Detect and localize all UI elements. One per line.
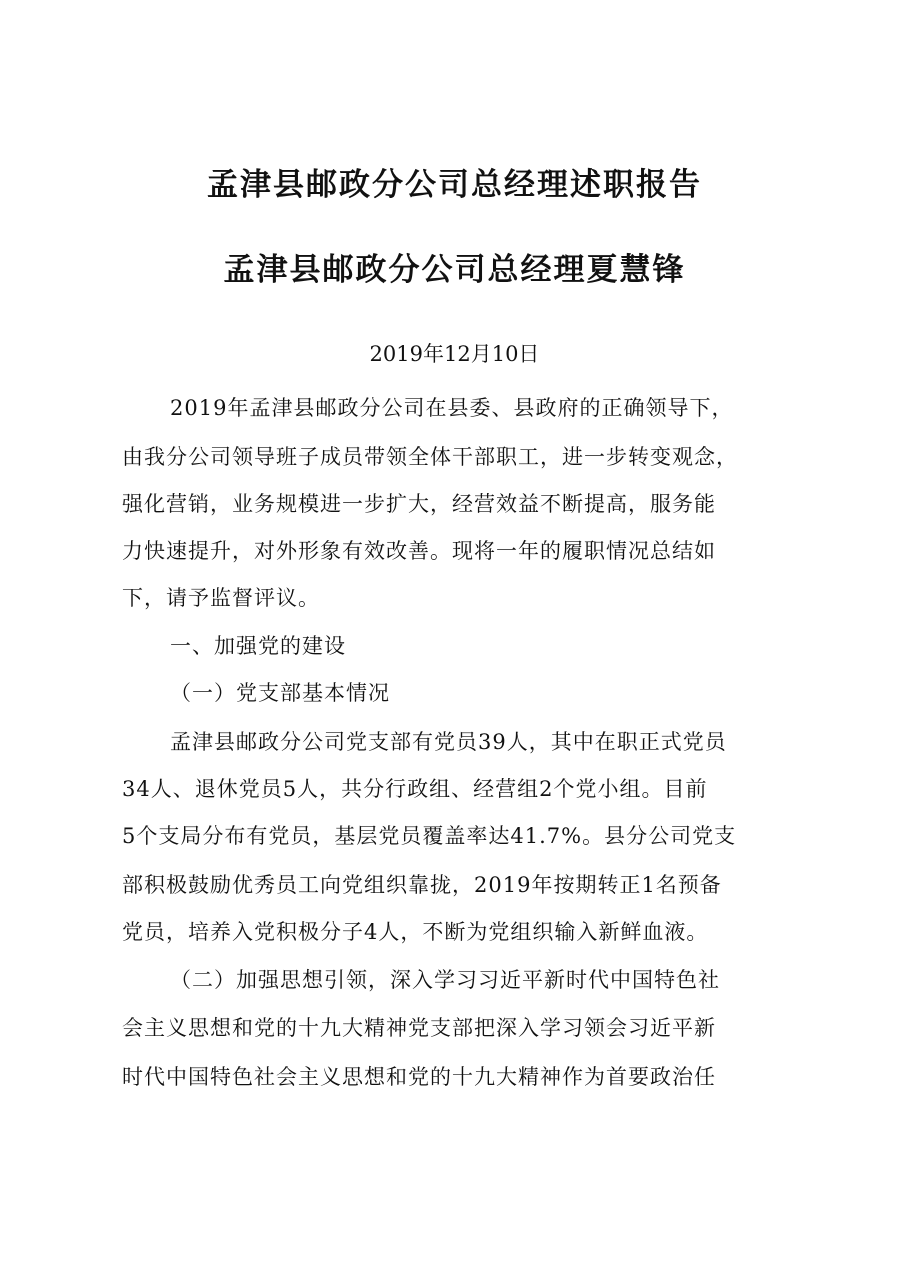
paragraph-line: 时代中国特色社会主义思想和党的十九大精神作为首要政治任 — [122, 1065, 716, 1089]
section-heading: 一、加强党的建设 — [170, 634, 346, 658]
paragraph-line: 由我分公司领导班子成员带领全体干部职工，进一步转变观念， — [122, 445, 738, 469]
document-date: 2019年12月10日 — [369, 342, 540, 366]
paragraph-line: 5个支局分布有党员，基层党员覆盖率达41.7%。县分公司党支 — [122, 824, 737, 848]
paragraph-line: 2019年孟津县邮政分公司在县委、县政府的正确领导下， — [170, 396, 734, 420]
subsection-heading: （一）党支部基本情况 — [170, 681, 390, 705]
paragraph-line: 力快速提升，对外形象有效改善。现将一年的履职情况总结如 — [122, 539, 716, 563]
paragraph-line: 党员，培养入党积极分子4人，不断为党组织输入新鲜血液。 — [122, 920, 709, 944]
paragraph-line: 会主义思想和党的十九大精神党支部把深入学习领会习近平新 — [122, 1016, 716, 1040]
subsection-heading: （二）加强思想引领，深入学习习近平新时代中国特色社 — [170, 968, 720, 992]
paragraph-line: 下，请予监督评议。 — [122, 586, 320, 610]
paragraph-line: 孟津县邮政分公司党支部有党员39人，其中在职正式党员 — [170, 730, 727, 754]
paragraph-line: 34人、退休党员5人，共分行政组、经营组2个党小组。目前 — [122, 777, 708, 801]
paragraph-line: 强化营销，业务规模进一步扩大，经营效益不断提高，服务能 — [122, 492, 716, 516]
paragraph-line: 部积极鼓励优秀员工向党组织靠拢，2019年按期转正1名预备 — [122, 873, 722, 897]
document-subtitle: 孟津县邮政分公司总经理夏慧锋 — [223, 252, 686, 288]
document-title: 孟津县邮政分公司总经理述职报告 — [207, 167, 702, 203]
